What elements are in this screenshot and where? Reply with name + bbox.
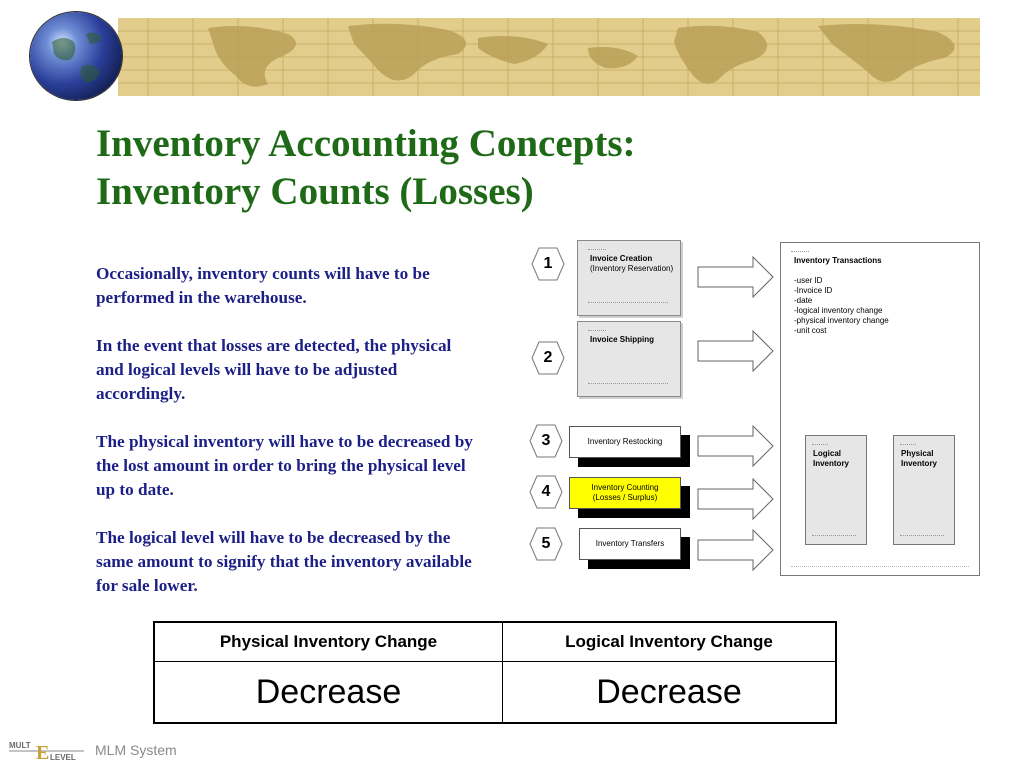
transaction-field: -physical inventory change [794,316,889,325]
paragraph-2: In the event that losses are detected, the physical and logical levels will have to be adjusted accordingly. [96,336,452,403]
paragraph-3: The physical inventory will have to be decreased by the lost amount in order to bring the physical level up to date. [96,432,473,499]
inventory-counting-label-line1: Inventory Counting [591,483,659,492]
box-dotted-line [900,535,944,536]
invoice-shipping-card [577,321,681,397]
card-dotted-line [588,383,668,384]
logo-text-top: MULT [9,741,31,750]
logical-inventory-box [805,435,867,545]
logo-text-bottom: LEVEL [50,753,76,762]
transaction-field-list [794,276,889,336]
transaction-field: -user ID [794,276,823,285]
logo-text-letter: E [36,742,50,764]
invoice-creation-card [577,240,681,316]
step-badge-1 [531,247,565,281]
arrow-right-icon [697,256,775,298]
inventory-transfers-label: Inventory Transfers [579,528,681,560]
card-tick-mark [588,330,606,331]
step-number-3: 3 [541,432,551,449]
transaction-field: -date [794,296,813,305]
step-badge-2 [531,341,565,375]
card-dotted-line [588,302,668,303]
slide-body [96,262,481,622]
invoice-creation-title: Invoice Creation [590,254,653,263]
step-badge-4 [529,475,563,509]
globe-continents [30,12,122,100]
arrow-right-icon [697,478,775,520]
box-tick-mark [900,444,916,445]
inventory-change-table [153,621,837,724]
logical-inventory-label [813,449,849,469]
arrow-right-icon [697,425,775,467]
table-header-row [154,622,836,662]
physical-inventory-label-line2: Inventory [901,459,938,468]
invoice-shipping-title: Invoice Shipping [590,335,655,344]
transaction-field: -Invoice ID [794,286,833,295]
step-number-2: 2 [543,349,553,366]
inventory-counting-label-line2: (Losses / Surplus) [592,493,658,502]
card-tick-mark [588,249,606,250]
physical-inventory-label-line1: Physical [901,449,934,458]
world-map-graphic [118,18,980,96]
transaction-field: -unit cost [794,326,827,335]
logical-change-header: Logical Inventory Change [502,622,836,662]
step-number-1: 1 [543,255,553,272]
arrow-right-icon [697,330,775,372]
step-badge-5 [529,527,563,561]
header-map-banner [118,18,980,96]
inventory-transactions-panel [780,242,980,576]
paragraph-4: The logical level will have to be decreased by the same amount to signify that the inventory available for sale lower. [96,528,472,595]
transaction-field: -logical inventory change [794,306,883,315]
globe-logo [30,12,122,100]
table-row [154,662,836,724]
multilevel-logo [8,738,88,764]
logical-inventory-label-line2: Inventory [813,459,850,468]
inventory-counting-face [569,477,681,509]
panel-tick-mark [791,251,809,252]
inventory-transactions-title: Inventory Transactions [794,256,882,265]
slide-title-line2: Inventory Counts (Losses) [96,170,534,213]
inventory-restocking-label: Inventory Restocking [569,426,681,458]
physical-inventory-box [893,435,955,545]
panel-dotted-line [791,566,969,567]
box-tick-mark [812,444,828,445]
box-dotted-line [812,535,856,536]
slide-title [96,120,796,216]
logical-change-value: Decrease [502,662,836,724]
footer-system-name: MLM System [95,742,177,758]
paragraph-1: Occasionally, inventory counts will have to be performed in the warehouse. [96,264,430,307]
invoice-creation-subtitle: (Inventory Reservation) [590,264,674,273]
step-badge-3 [529,424,563,458]
physical-change-header: Physical Inventory Change [154,622,502,662]
slide-title-line1: Inventory Accounting Concepts: [96,122,636,165]
physical-change-value: Decrease [154,662,502,724]
step-number-5: 5 [541,535,551,552]
step-number-4: 4 [541,483,551,500]
logical-inventory-label-line1: Logical [813,449,842,458]
arrow-right-icon [697,529,775,571]
physical-inventory-label [901,449,937,469]
